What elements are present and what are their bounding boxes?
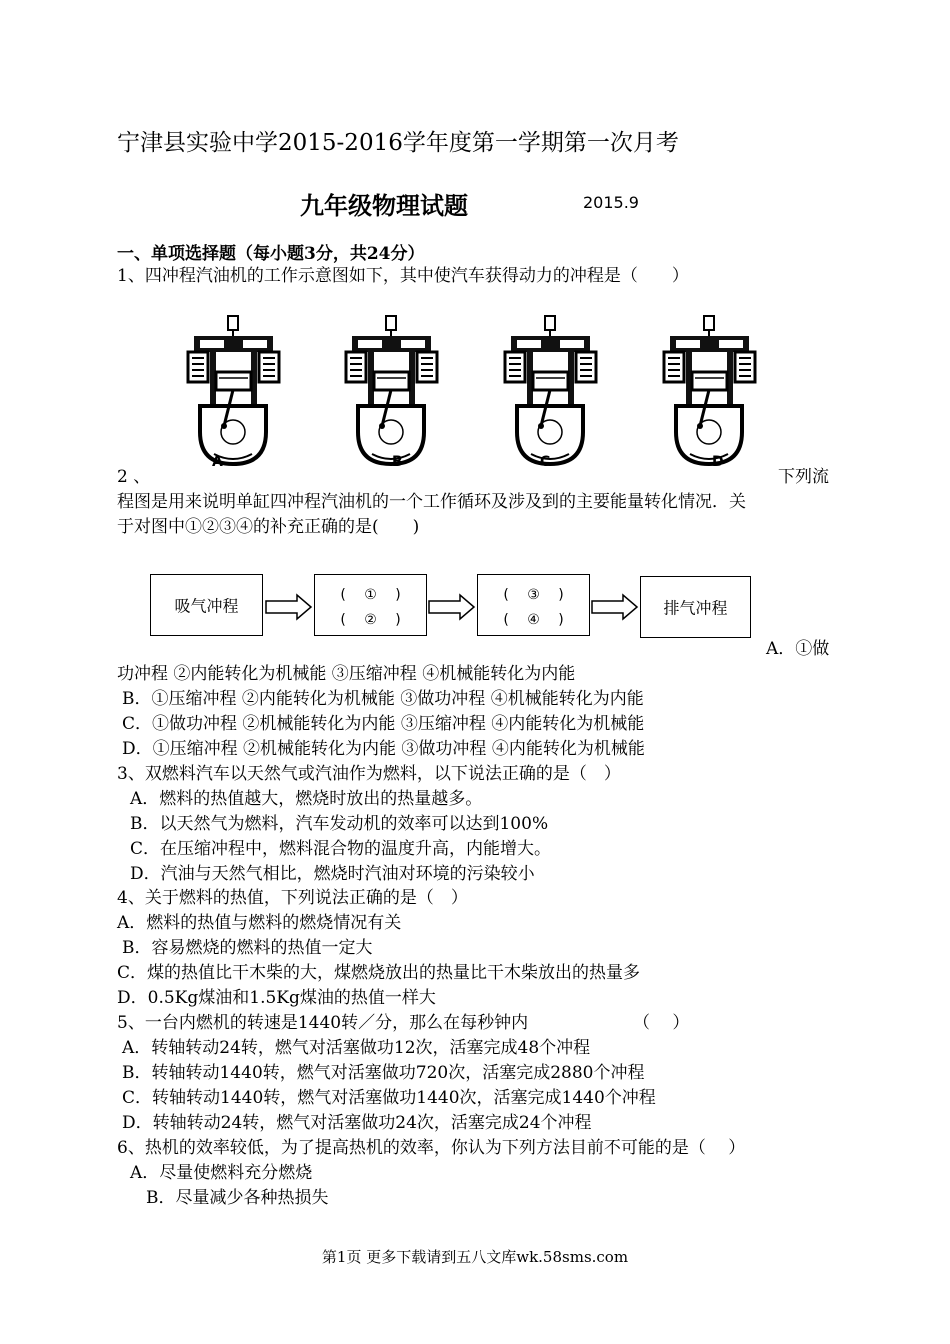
engine-label-d: D [712,454,724,470]
exam-title: 九年级物理试题 [300,191,468,220]
engine-figure-b [344,314,439,474]
q5-stem: 5、一台内燃机的转速是1440转／分，那么在每秒钟内 [117,1013,529,1033]
q5-option-c: C．转轴转动1440转，燃气对活塞做功1440次，活塞完成1440个冲程 [122,1088,656,1108]
q3-option-a: A．燃料的热值越大，燃烧时放出的热量越多。 [130,789,483,809]
flow-box-2 [314,574,427,636]
flow-box-exhaust [640,576,751,638]
flow-arrow-3 [591,593,639,621]
q5-answer-paren: （ ） [633,1013,690,1033]
q4-option-d: D．0.5Kg煤油和1.5Kg煤油的热值一样大 [117,988,436,1008]
q6-stem: 6、热机的效率较低，为了提高热机的效率，你认为下列方法目前不可能的是（ ） [117,1138,746,1158]
q2-number: 2 、 [117,467,151,487]
q1-stem: 1、四冲程汽油机的工作示意图如下，其中使汽车获得动力的冲程是（ ） [117,266,689,286]
q3-option-d: D．汽油与天然气相比，燃烧时汽油对环境的污染较小 [130,864,535,884]
q2-option-c: C．①做功冲程 ②机械能转化为内能 ③压缩冲程 ④内能转化为机械能 [122,714,645,734]
flow-slot-2: ( ② ) [340,612,401,628]
engine-label-b: B [392,454,403,470]
flow-arrow-2 [428,593,476,621]
q2-option-b: B．①压缩冲程 ②内能转化为机械能 ③做功冲程 ④机械能转化为内能 [122,689,644,709]
flow-box-3 [477,574,590,636]
flow-slot-1: ( ① ) [340,587,401,603]
q2-line2: 程图是用来说明单缸四冲程汽油机的一个工作循环及涉及到的主要能量转化情况．关 [117,492,746,512]
q4-stem: 4、关于燃料的热值，下列说法正确的是（ ） [117,888,468,908]
engine-label-c: C [540,454,551,470]
q2-line3: 于对图中①②③④的补充正确的是( ) [117,517,420,537]
q4-option-a: A．燃料的热值与燃料的燃烧情况有关 [117,913,402,933]
q4-option-c: C．煤的热值比干木柴的大，煤燃烧放出的热量比干木柴放出的热量多 [117,963,641,983]
q3-stem: 3、双燃料汽车以天然气或汽油作为燃料，以下说法正确的是（ ） [117,764,621,784]
q6-option-a: A．尽量使燃料充分燃烧 [130,1163,313,1183]
flow-arrow-1 [265,593,313,621]
q2-option-d: D．①压缩冲程 ②机械能转化为内能 ③做功冲程 ④内能转化为机械能 [122,739,645,759]
q2-option-a-start: A．①做 [766,639,830,659]
page-footer: 第1页 更多下载请到五八文库wk.58sms.com [321,1248,629,1266]
q5-option-d: D．转轴转动24转，燃气对活塞做功24次，活塞完成24个冲程 [122,1113,592,1133]
q2-option-a-cont: 功冲程 ②内能转化为机械能 ③压缩冲程 ④机械能转化为内能 [117,664,576,684]
q3-option-c: C．在压缩冲程中，燃料混合物的温度升高，内能增大。 [130,839,552,859]
q2-lead: 下列流 [778,467,829,487]
flow-slot-4: ( ④ ) [503,612,564,628]
engine-figure-d [662,314,757,474]
flow-box-intake [150,574,263,636]
flow-slot-3: ( ③ ) [503,587,564,603]
engine-figure-a [186,314,281,474]
q3-option-b: B．以天然气为燃料，汽车发动机的效率可以达到100% [130,814,549,834]
q5-option-b: B．转轴转动1440转，燃气对活塞做功720次，活塞完成2880个冲程 [122,1063,645,1083]
flow-exhaust-label: 排气冲程 [663,598,728,618]
engine-figure-c [503,314,598,474]
exam-date: 2015.9 [583,193,639,212]
q5-option-a: A．转轴转动24转，燃气对活塞做功12次，活塞完成48个冲程 [122,1038,591,1058]
q6-option-b: B．尽量减少各种热损失 [146,1188,329,1208]
school-heading: 宁津县实验中学2015-2016学年度第一学期第一次月考 [117,130,679,156]
flow-intake-label: 吸气冲程 [174,596,239,616]
engine-label-a: A [212,454,223,470]
q4-option-b: B．容易燃烧的燃料的热值一定大 [122,938,373,958]
section-heading: 一、单项选择题（每小题3分，共24分） [117,244,425,264]
